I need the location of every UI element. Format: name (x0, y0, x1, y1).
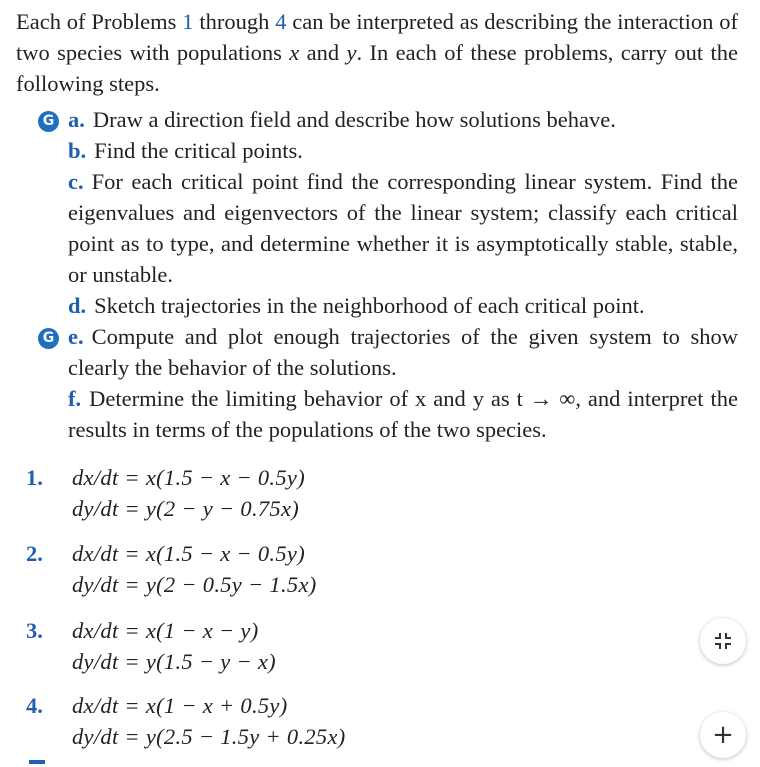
equation-dy: dy/dt = y(2.5 − 1.5y + 0.25x) (72, 724, 346, 749)
intro-text: . In each of these problems, carry out the following steps. (16, 40, 738, 96)
problem-link-last[interactable]: 4 (275, 9, 287, 34)
problem-number: 2. (26, 541, 43, 566)
step-d (68, 290, 738, 321)
variable-x: x (289, 40, 300, 65)
collapse-button[interactable] (700, 618, 746, 664)
step-letter: c. (68, 169, 84, 194)
intro-text: through (193, 9, 276, 34)
intro-text: can be interpreted as describing the interaction of two species with populations (16, 9, 738, 65)
problem-2 (26, 538, 317, 600)
step-letter: d. (68, 293, 87, 318)
problem-number: 4. (26, 693, 43, 718)
step-letter: a. (68, 107, 85, 132)
step-e (42, 321, 738, 383)
equation-dx: dx/dt = x(1.5 − x − 0.5y) (72, 465, 305, 490)
problem-3 (26, 615, 276, 677)
problem-number: 3. (26, 618, 43, 643)
step-a (42, 104, 738, 135)
zoom-in-button[interactable] (700, 712, 746, 758)
graphing-badge-icon: G (38, 111, 59, 132)
problem-link-first[interactable]: 1 (182, 9, 194, 34)
problem-1 (26, 462, 305, 524)
equation-dx: dx/dt = x(1 − x − y) (72, 618, 259, 643)
step-text: Draw a direction field and describe how solutions behave. (92, 107, 616, 132)
step-text: Sketch trajectories in the neighborhood of each critical point. (94, 293, 645, 318)
step-text: Find the critical points. (94, 138, 303, 163)
equation-dx: dx/dt = x(1.5 − x − 0.5y) (72, 541, 305, 566)
step-text: Compute and plot enough trajectories of the given system to show clearly the behavior of the solutions. (68, 324, 738, 380)
step-f (68, 383, 738, 445)
step-letter: b. (68, 138, 87, 163)
steps-list (42, 104, 738, 445)
step-letter: e. (68, 324, 84, 349)
intro-text: Each of Problems (16, 9, 183, 34)
problem-4 (26, 690, 346, 752)
step-text: Determine the limiting behavior of x and y as t → ∞, and interpret the results in terms of the populations of the two species. (68, 386, 738, 442)
instructions-paragraph (16, 6, 738, 99)
step-text: For each critical point find the corresponding linear system. Find the eigenvalues and eigenvectors of the linear system; classify each critical point as to type, and determine whether it is asymptotically stable, stable, or unstable. (68, 169, 738, 287)
equation-dx: dx/dt = x(1 − x + 0.5y) (72, 693, 288, 718)
step-c (68, 166, 738, 290)
variable-y: y (346, 40, 357, 65)
intro-text: and (299, 40, 347, 65)
equation-dy: dy/dt = y(1.5 − y − x) (72, 649, 276, 674)
step-letter: f. (68, 386, 82, 411)
step-b (68, 135, 738, 166)
next-problem-number-fragment (29, 760, 45, 764)
plus-icon: + (712, 720, 734, 750)
equation-dy: dy/dt = y(2 − y − 0.75x) (72, 496, 300, 521)
equation-dy: dy/dt = y(2 − 0.5y − 1.5x) (72, 572, 317, 597)
graphing-badge-icon: G (38, 328, 59, 349)
problem-number: 1. (26, 465, 43, 490)
collapse-icon (713, 631, 733, 651)
